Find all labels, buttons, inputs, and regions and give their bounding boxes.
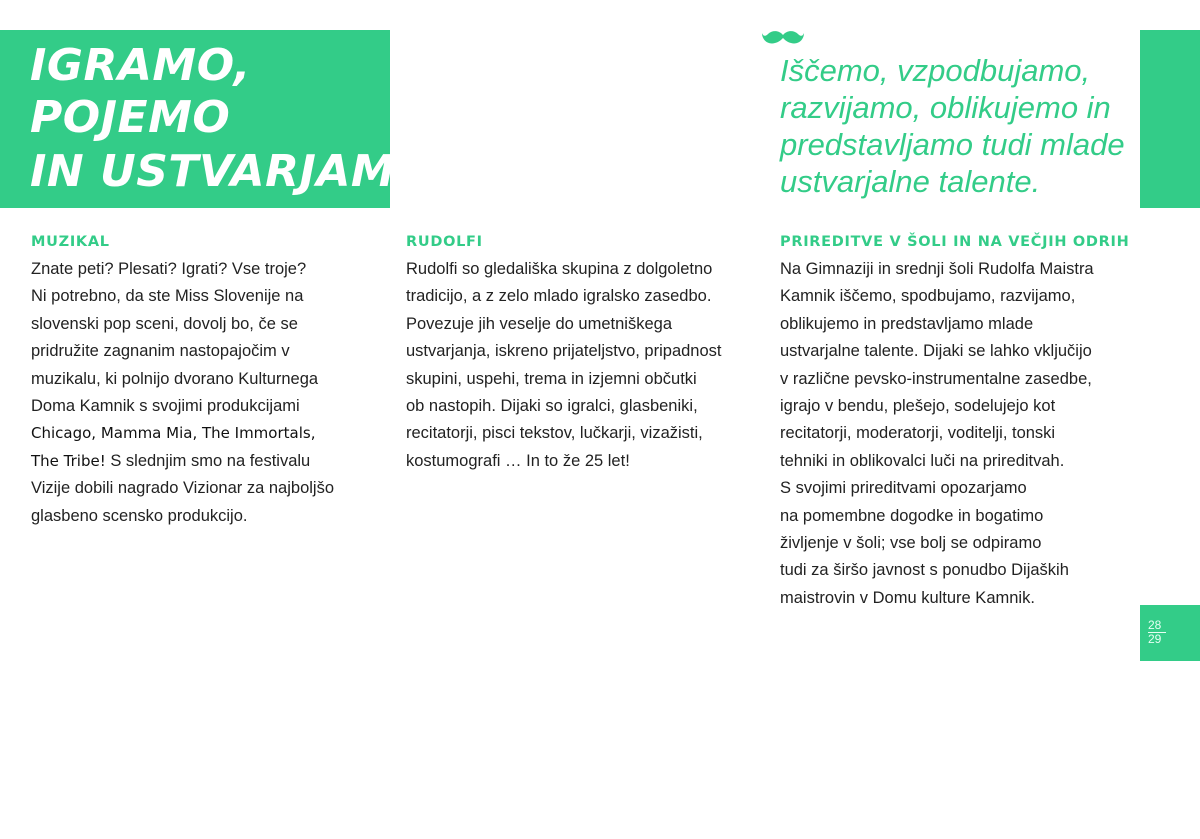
body-line: tehniki in oblikovalci luči na prireditvah. <box>780 451 1065 470</box>
body-line: S svojimi prireditvami opozarjamo <box>780 479 1027 498</box>
body-line: recitatorji, moderatorji, voditelji, tonski <box>780 424 1056 443</box>
body-line: na pomembne dogodke in bogatimo <box>780 506 1044 525</box>
column-muzikal <box>31 232 371 530</box>
body-line: Rudolfi so gledališka skupina z dolgoletno <box>406 260 713 278</box>
body-line: Doma Kamnik s svojimi produkcijami <box>31 397 300 416</box>
quote-line: razvijamo, oblikujemo in <box>780 90 1111 125</box>
title-block <box>0 30 434 208</box>
pull-quote <box>780 52 1130 200</box>
section-heading: PRIREDITVE V ŠOLI IN NA VEČJIH ODRIH <box>780 234 1130 250</box>
title-line: IGRAMO, <box>30 40 251 91</box>
page-number-left: 28 <box>1148 618 1162 632</box>
accent-block <box>1140 30 1200 208</box>
mustache-icon <box>762 30 804 46</box>
body-line: igrajo v bendu, plešejo, sodelujejo kot <box>780 397 1056 416</box>
column-prireditve <box>780 232 1130 612</box>
body-line: ustvarjanja, iskreno prijateljstvo, pripadnost <box>406 342 722 361</box>
body-line: pridružite zagnanim nastopajočim v <box>31 342 290 361</box>
section-heading: RUDOLFI <box>406 234 483 250</box>
production-title: The Tribe! <box>31 451 106 470</box>
body-text: S slednjim smo na festivalu <box>105 451 311 470</box>
section-heading: MUZIKAL <box>31 234 110 250</box>
title-line: POJEMO <box>30 92 231 143</box>
page-number-tab <box>1140 605 1200 661</box>
column-rudolfi <box>406 232 756 475</box>
body-line: Na Gimnaziji in srednji šoli Rudolfa Maistra <box>780 260 1094 278</box>
body-line: Znate peti? Plesati? Igrati? Vse troje? <box>31 260 307 278</box>
page-number-right: 29 <box>1148 632 1162 646</box>
body-line: ob nastopih. Dijaki so igralci, glasbeniki, <box>406 397 698 416</box>
body-line: Vizije dobili nagrado Vizionar za najboljšo <box>31 479 335 498</box>
body-line: muzikalu, ki polnijo dvorano Kulturnega <box>31 369 319 388</box>
body-line: kostumografi … In to že 25 let! <box>406 451 630 470</box>
body-line: življenje v šoli; vse bolj se odpiramo <box>780 534 1042 553</box>
body-line: ustvarjalne talente. Dijaki se lahko vključijo <box>780 342 1092 361</box>
body-line <box>31 448 371 475</box>
body-line: Povezuje jih veselje do umetniškega <box>406 314 672 333</box>
body-line: slovenski pop sceni, dovolj bo, če se <box>31 314 298 333</box>
quote-line: predstavljamo tudi mlade <box>780 127 1125 162</box>
production-titles: Chicago, Mamma Mia, The Immortals, <box>31 424 316 443</box>
quote-line: Iščemo, vzpodbujamo, <box>780 53 1091 88</box>
body-line: maistrovin v Domu kulture Kamnik. <box>780 588 1035 607</box>
body-line: skupini, uspehi, trema in izjemni občutki <box>406 369 697 388</box>
body-line: oblikujemo in predstavljamo mlade <box>780 314 1034 333</box>
body-line: Ni potrebno, da ste Miss Slovenije na <box>31 287 304 306</box>
body-line: tradicijo, a z zelo mlado igralsko zasedbo. <box>406 287 712 306</box>
quote-line: ustvarjalne talente. <box>780 164 1041 199</box>
body-line: v različne pevsko-instrumentalne zasedbe, <box>780 369 1092 388</box>
body-line: tudi za širšo javnost s ponudbo Dijaških <box>780 561 1069 580</box>
body-line: recitatorji, pisci tekstov, lučkarji, vizažisti, <box>406 424 703 443</box>
body-line: Kamnik iščemo, spodbujamo, razvijamo, <box>780 287 1076 306</box>
title-line: IN USTVARJAMO <box>30 146 434 197</box>
body-line: glasbeno scensko produkcijo. <box>31 506 248 525</box>
